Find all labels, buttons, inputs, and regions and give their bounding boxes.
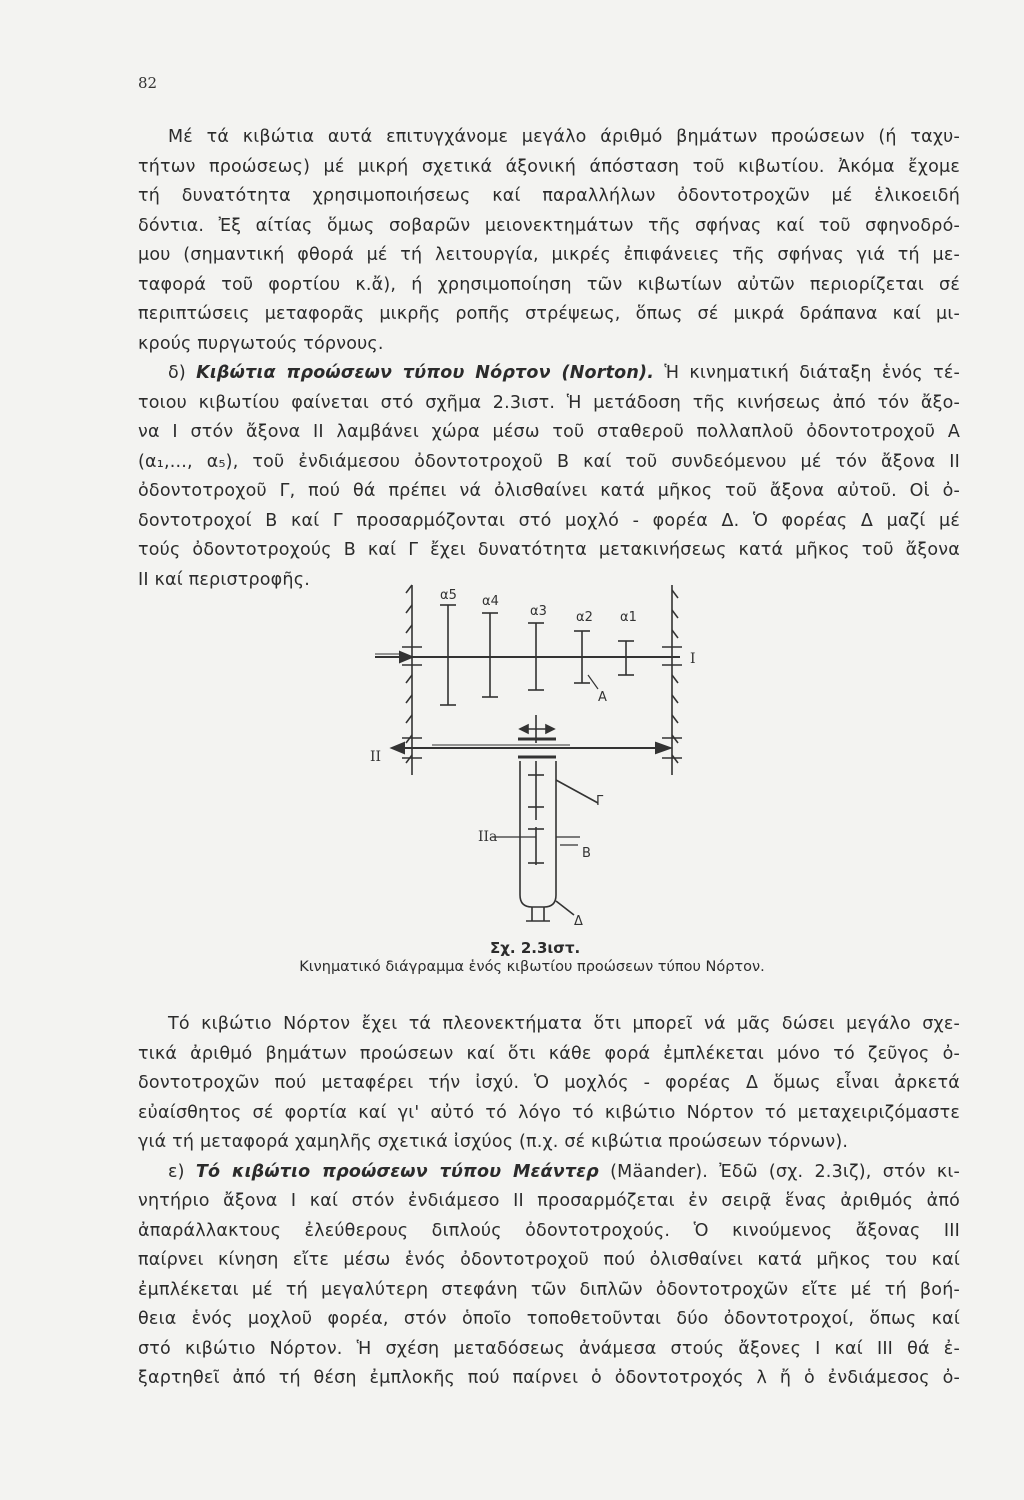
text-line: ΙΙ καί περιστροφῆς.	[138, 569, 310, 590]
label-shaft-IIa: IIa	[478, 829, 498, 845]
label-a2: α2	[576, 610, 593, 625]
text-line: τήτων προώσεως) μέ μικρή σχετικά άξονική άπόσταση τοῦ κιβωτίου. Ἀκόμα ἔχομε	[138, 156, 960, 177]
label-a4: α4	[482, 594, 499, 609]
text-block-top	[138, 123, 960, 595]
text-line: στό κιβώτιο Νόρτον. Ἡ σχέση μεταδόσεως ἀνάμεσα στούς ἄξονες Ι καί ΙΙΙ θά ἐ-	[138, 1338, 960, 1359]
figure-caption-text: Κινηματικό διάγραμμα ἑνός κιβωτίου προώσεων τύπου Νόρτον.	[299, 959, 765, 975]
label-a5: α5	[440, 588, 457, 603]
text-line: εὐαίσθητος σέ φορτία καί γι' αὐτό τό λόγο τό κιβώτιο Νόρτον τό μεταχειριζόμαστε	[138, 1102, 960, 1123]
text-line: τοιου κιβωτίου φαίνεται στό σχῆμα 2.3ιστ. Ἡ μετάδοση τῆς κινήσεως ἀπό τόν ἄξο-	[138, 392, 960, 413]
label-G: Γ	[596, 794, 604, 809]
label-D: Δ	[574, 914, 583, 929]
section-d-label: δ)	[168, 363, 186, 383]
text-line: παίρνει κίνηση εἴτε μέσω ἑνός ὀδοντοτροχοῦ πού ὀλισθαίνει κατά μῆκος του καί	[138, 1250, 960, 1270]
text-line: τή δυνατότητα χρησιμοποιήσεως καί παραλλήλων ὀδοντοτροχῶν μέ ἑλικοειδή	[138, 186, 960, 206]
shaft-I-arrow	[400, 652, 412, 662]
text-line: δοντοτροχοί Β καί Γ προσαρμόζονται στό μοχλό - φορέα Δ. Ὁ φορέας Δ μαζί μέ	[138, 510, 960, 531]
section-e-label: ε)	[168, 1161, 185, 1182]
label-shaft-II: II	[370, 749, 382, 765]
text-line: ὀδοντοτροχοῦ Γ, πού θά πρέπει νά ὀλισθαίνει κατά μῆκος τοῦ ἄξονα αὐτοῦ. Οἱ ὀ-	[138, 481, 960, 501]
kinematic-diagram	[360, 565, 720, 930]
text-line: ἐμπλέκεται μέ τή μεγαλύτερη στεφάνη τῶν διπλῶν ὀδοντοτροχῶν εἴτε μέ τή βοή-	[138, 1279, 960, 1300]
label-shaft-I: I	[690, 651, 696, 667]
text-line: τούς ὀδοντοτροχούς Β καί Γ ἔχει δυνατότητα μετακινήσεως κατά μῆκος τοῦ ἄξονα	[138, 540, 960, 560]
text-line: μου (σημαντική φθορά μέ τή λειτουργία, μικρές ἐπιφάνειες τῆς σφήνας γιά τή με-	[138, 245, 960, 265]
text-line: Μέ τά κιβώτια αυτά επιτυγχάνομε μεγάλο άριθμό βημάτων προώσεων (ή ταχυ-	[168, 127, 960, 147]
section-d-title: Κιβώτια προώσεων τύπου Νόρτον (Norton).	[196, 363, 655, 383]
page-number: 82	[138, 74, 158, 92]
text-line: περιπτώσεις μεταφορᾶς μικρῆς ροπῆς στρέψεως, ὅπως σέ μικρά δράπανα καί μι-	[138, 304, 960, 324]
text-line: θεια ἑνός μοχλοῦ φορέα, στόν ὁποῖο τοποθετοῦνται δύο ὀδοντοτροχοί, ὅπως καί	[138, 1309, 960, 1329]
label-a1: α1	[620, 610, 637, 625]
text-line: Τό κιβώτιο Νόρτον ἔχει τά πλεονεκτήματα ὅτι μπορεῖ νά μᾶς δώσει μεγάλο σχε-	[168, 1014, 960, 1034]
figure-caption-number: Σχ. 2.3ιστ.	[490, 939, 581, 957]
text-line: δόντια. Ἐξ αίτίας ὅμως σοβαρῶν μειονεκτημάτων τῆς σφήνας καί τοῦ σφηνοδρό-	[138, 215, 960, 236]
label-B: Β	[582, 846, 591, 861]
label-a3: α3	[530, 604, 547, 619]
label-A: Α	[598, 690, 607, 705]
section-e-title: Τό κιβώτιο προώσεων τύπου Μεάντερ	[195, 1161, 599, 1182]
text-line: να Ι στόν ἄξονα ΙΙ λαμβάνει χώρα μέσω τοῦ σταθεροῦ πολλαπλοῦ ὀδοντοτροχοῦ Α	[138, 422, 960, 442]
section-e-heading-line	[138, 1158, 960, 1188]
shaft-II-arrow	[656, 743, 670, 753]
text-block-bottom	[138, 1010, 960, 1394]
section-d-text: Ἡ κινηματική διάταξη ἑνός τέ-	[664, 363, 961, 383]
kinematic-diagram-svg	[360, 565, 720, 930]
text-line: ξαρτηθεῖ ἀπό τή θέση ἐμπλοκῆς πού παίρνει ὁ ὀδοντοτροχός λ ἤ ὁ ἐνδιάμεσος ὀ-	[138, 1368, 960, 1388]
text-line: κρούς πυργωτούς τόρνους.	[138, 333, 384, 354]
text-line: δοντοτροχῶν πού μεταφέρει τήν ἰσχύ. Ὁ μοχλός - φορέας Δ ὅμως εἶναι ἀρκετά	[138, 1073, 960, 1093]
text-line: γιά τή μεταφορά χαμηλῆς σχετικά ἰσχύος (π.χ. σέ κιβώτια προώσεων τόρνων).	[138, 1132, 849, 1152]
text-line: ἀπαράλλακτους ἐλεύθερους διπλούς ὀδοντοτροχούς. Ὁ κινούμενος ἄξονας ΙΙΙ	[138, 1220, 960, 1241]
text-line: νητήριο ἄξονα Ι καί στόν ἐνδιάμεσο ΙΙ προσαρμόζεται ἐν σειρᾷ ἕνας ἀριθμός ἀπό	[138, 1191, 960, 1211]
section-e-text: (Mäander). Ἐδῶ (σχ. 2.3ιζ), στόν κι-	[610, 1161, 961, 1182]
text-line: (α₁,..., α₅), τοῦ ἐνδιάμεσου ὀδοντοτροχοῦ Β καί τοῦ συνδεόμενου μέ τόν ἄξονα ΙΙ	[138, 451, 960, 472]
text-line: τικά ἀριθμό βημάτων προώσεων καί ὅτι κάθε φορά ἐμπλέκεται μόνο τό ζεῦγος ὀ-	[138, 1043, 960, 1064]
text-line: ταφορά τοῦ φορτίου κ.ἄ), ή χρησιμοποίηση τῶν κιβωτίων αὐτῶν περιορίζεται σέ	[138, 274, 960, 295]
section-d-heading-line	[138, 359, 960, 389]
